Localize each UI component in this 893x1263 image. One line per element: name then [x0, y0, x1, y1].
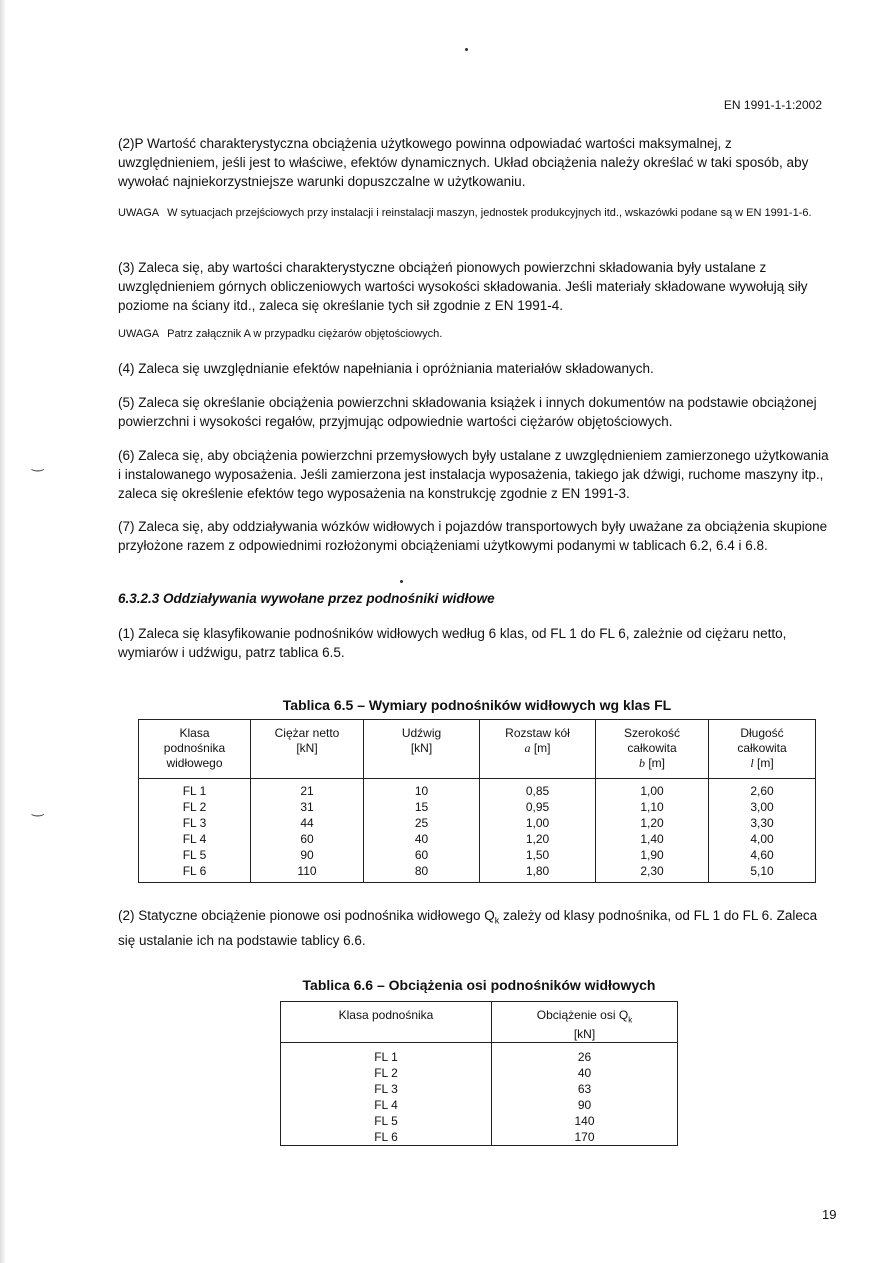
- table-cell: FL 5: [374, 1114, 398, 1129]
- table-cell: 1,20: [525, 832, 550, 846]
- table-cell: 5,10: [750, 864, 774, 878]
- table-6-5: [138, 719, 816, 883]
- table-cell: 26: [577, 1050, 592, 1065]
- table-cell: FL 2: [374, 1066, 398, 1081]
- table-6-6-caption: Tablica 6.6 – Obciążenia osi podnośników widłowych: [302, 977, 656, 993]
- column-szerokosc: [596, 779, 709, 883]
- table-header-row: [281, 1002, 678, 1043]
- paragraph-6: (6) Zaleca się, aby obciążenia powierzchni przemysłowych były ustalane z uwzględnieniem zamierzonego użytkowania i instalowanego wyposażenia. Jeśli zamierzona jest instalacja wyposażenia, takiego jak dźwigi, ruchome maszyny itp., zaleca się określenie efektów tego wyposażenia na konstrukcję zgodnie z EN 1991-3.: [118, 448, 829, 501]
- table-cell: 3,00: [750, 800, 774, 814]
- header-obciazenie: Obciążenie osi $Q_k$ [kN]: [492, 1002, 678, 1043]
- table-cell: 90: [300, 848, 314, 862]
- table-cell: 60: [300, 832, 314, 846]
- table-cell: 3,30: [750, 816, 774, 830]
- table-cell: 31: [300, 800, 314, 814]
- scan-edge: [0, 0, 6, 1263]
- column-klasa: [139, 779, 251, 883]
- table-cell: 0,85: [525, 784, 550, 798]
- table-cell: 10: [414, 784, 429, 798]
- table-cell: 0,95: [525, 800, 550, 814]
- table-6-6: [280, 1001, 678, 1146]
- table-cell: 21: [300, 784, 314, 798]
- table-cell: 1,80: [525, 864, 550, 878]
- table-cell: 15: [414, 800, 429, 814]
- table-cell: 4,60: [750, 848, 774, 862]
- table-cell: FL 3: [182, 816, 207, 830]
- header-ciezar: Ciężar netto [kN]: [251, 720, 364, 779]
- scan-speck: [465, 48, 468, 51]
- table-cell: FL 2: [182, 800, 207, 814]
- paragraph-5: (5) Zaleca się określanie obciążenia powierzchni składowania książek i innych dokumentów na podstawie obciążonej powierzchni i wysokości regałów, przyjmując odpowiednie wartości ciężarów objętościowych.: [118, 395, 817, 429]
- table-cell: 25: [414, 816, 429, 830]
- table-cell: 1,00: [640, 784, 664, 798]
- table-cell: 80: [414, 864, 429, 878]
- table-cell: FL 4: [182, 832, 207, 846]
- column-udzwig: [364, 779, 480, 883]
- paragraph-3: (3) Zaleca się, aby wartości charakterystyczne obciążeń pionowych powierzchni składowania były ustalane z uwzględnieniem górnych obliczeniowych wartości wysokości składowania. Jeśli materiały składowane wywołują siły poziome na ściany itd., zaleca się określanie tych sił zgodnie z EN 1991-4.: [118, 260, 808, 313]
- header-klasa: Klasa podnośnika widłowego: [139, 720, 251, 779]
- column-rozstaw: [480, 779, 596, 883]
- table-cell: FL 5: [182, 848, 207, 862]
- table-cell: FL 1: [374, 1050, 398, 1065]
- note-1: [118, 205, 833, 222]
- header-rozstaw: Rozstaw kół a [m]: [480, 720, 596, 779]
- table-cell: FL 6: [182, 864, 207, 878]
- page-number: 19: [822, 1207, 837, 1222]
- table-cell: FL 1: [182, 784, 207, 798]
- table-cell: 2,30: [640, 864, 664, 878]
- scan-margin-mark: ‿: [32, 455, 44, 471]
- table-cell: 44: [300, 816, 314, 830]
- table-cell: 40: [577, 1066, 592, 1081]
- header-udzwig: Udźwig [kN]: [364, 720, 480, 779]
- table-cell: 40: [414, 832, 429, 846]
- note-text: Patrz załącznik A w przypadku ciężarów objętościowych.: [167, 328, 443, 340]
- table-cell: 90: [577, 1098, 592, 1113]
- table-cell: FL 6: [374, 1130, 398, 1145]
- column-obciazenie: [492, 1043, 678, 1146]
- document-header: EN 1991-1-1:2002: [723, 98, 822, 112]
- paragraph-2P: (2)P Wartość charakterystyczna obciążenia użytkowego powinna odpowiadać wartości maksymalnej, z uwzględnieniem, jeśli jest to właściwe, efektów dynamicznych. Układ obciążenia należy określać w taki sposób, aby wywołać najniekorzystniejsze warunki dopuszczalne w użytkowaniu.: [118, 136, 809, 189]
- note-label: UWAGA: [118, 328, 160, 340]
- table-6-5-caption: Tablica 6.5 – Wymiary podnośników widłowych wg klas FL: [282, 697, 672, 713]
- table-cell: 1,20: [640, 816, 664, 830]
- table-cell: 1,10: [640, 800, 664, 814]
- table-cell: 1,90: [640, 848, 664, 862]
- table-cell: 1,40: [640, 832, 664, 846]
- table-body: [281, 1043, 678, 1146]
- table-cell: 170: [574, 1130, 595, 1145]
- table-cell: 2,60: [750, 784, 774, 798]
- header-klasa-podnosnika: Klasa podnośnika: [281, 1002, 492, 1043]
- table-cell: 1,50: [525, 848, 550, 862]
- table-cell: FL 3: [374, 1082, 398, 1097]
- table-body: [139, 779, 816, 883]
- column-ciezar: [251, 779, 364, 883]
- table-cell: 1,00: [525, 816, 550, 830]
- scan-margin-mark: ‿: [32, 800, 44, 816]
- paragraph-7: (7) Zaleca się, aby oddziaływania wózków widłowych i pojazdów transportowych były uważane za obciążenia skupione przyłożone razem z odpowiednimi rozłożonymi obciążeniami użytkowymi podanymi w tablicach 6.2, 6.4 i 6.8.: [118, 519, 828, 553]
- table-cell: 60: [414, 848, 429, 862]
- column-dlugosc: [709, 779, 816, 883]
- paragraph-4: (4) Zaleca się uwzględnianie efektów napełniania i opróżniania materiałów składowanych.: [118, 361, 654, 376]
- table-cell: 4,00: [750, 832, 774, 846]
- table-cell: 140: [574, 1114, 595, 1129]
- paragraph-2: (2) Statyczne obciążenie pionowe osi podnośnika widłowego $Q_k$ zależy od klasy podnośnika, od FL 1 do FL 6. Zaleca się ustalanie ich na podstawie tablicy 6.6.: [118, 908, 818, 948]
- scan-speck: [400, 580, 403, 583]
- table-header-row: [139, 720, 816, 779]
- column-klasa: [281, 1043, 492, 1146]
- header-dlugosc: Długość całkowita l [m]: [709, 720, 816, 779]
- note-text: W sytuacjach przejściowych przy instalacji i reinstalacji maszyn, jednostek produkcyjnych itd., wskazówki podane są w EN 1991-1-6.: [167, 207, 812, 219]
- table-cell: 63: [577, 1082, 592, 1097]
- header-szerokosc: Szerokość całkowita b [m]: [596, 720, 709, 779]
- section-heading: 6.3.2.3 Oddziaływania wywołane przez podnośniki widłowe: [118, 591, 495, 606]
- paragraph-1: (1) Zaleca się klasyfikowanie podnośników widłowych według 6 klas, od FL 1 do FL 6, zależnie od ciężaru netto, wymiarów i udźwigu, patrz tablica 6.5.: [118, 626, 787, 660]
- note-label: UWAGA: [118, 207, 160, 219]
- table-cell: FL 4: [374, 1098, 398, 1113]
- table-cell: 110: [297, 864, 317, 878]
- note-2: [118, 326, 833, 343]
